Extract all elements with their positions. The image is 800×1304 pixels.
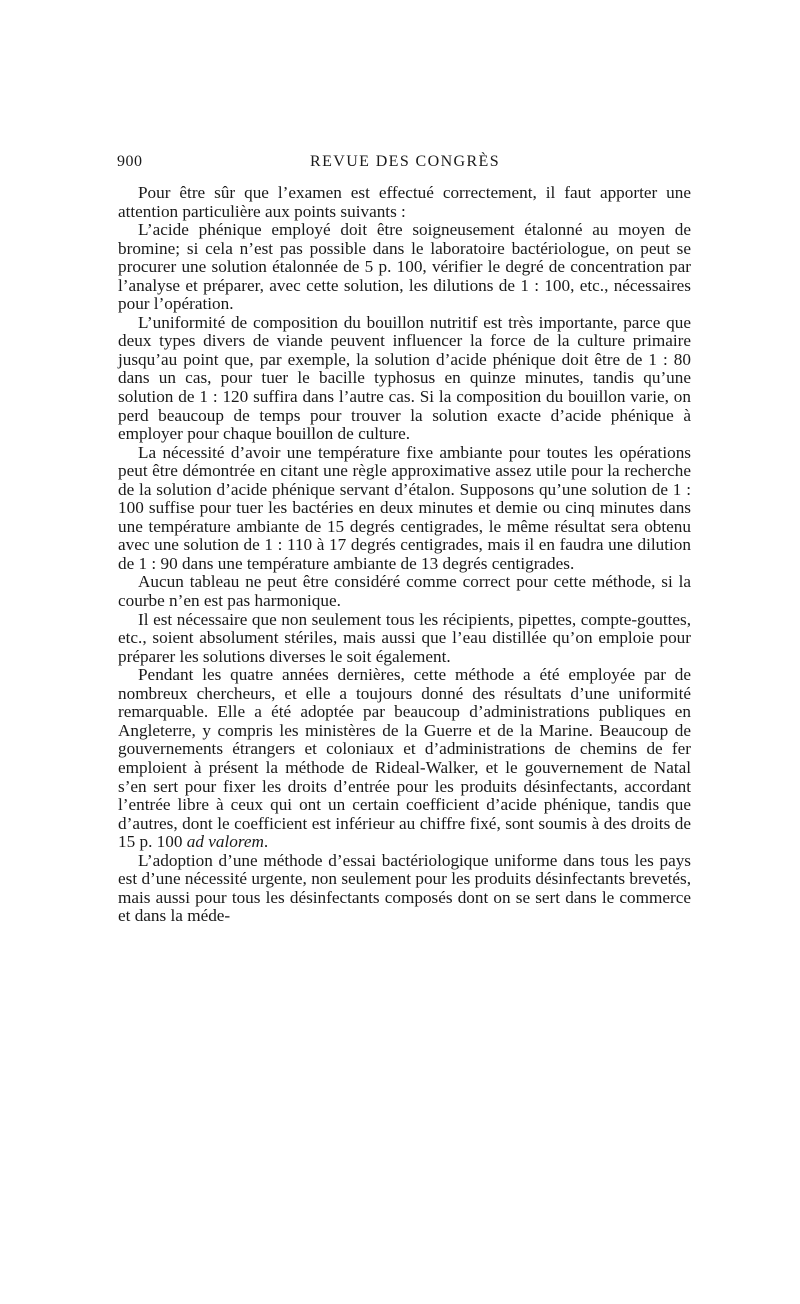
paragraph-3: L’uniformité de composition du bouillon nutritif est très importante, parce que deux types divers de viande peuvent influencer la force de la culture primaire jusqu’au point que, par exemple, la solution d’acide phénique doit être de 1 : 80 dans un cas, pour tuer le bacille typhosus en quinze minutes, tandis qu’une solution de 1 : 120 suffira dans l’autre cas. Si la composition du bouillon varie, on perd beaucoup de temps pour trouver la solution exacte d’acide phénique à employer pour chaque bouillon de culture. [118, 312, 691, 444]
paragraph-6: Il est nécessaire que non seulement tous les récipients, pipettes, compte-gouttes, etc., soient absolument stériles, mais aussi que l’eau distillée qu’on emploie pour préparer les solutions diverses le soit également. [118, 609, 691, 666]
paragraph-8: L’adoption d’une méthode d’essai bactériologique uniforme dans tous les pays est d’une nécessité urgente, non seulement pour les produits désinfectants brevetés, mais aussi pour tous les désinfectants composés dont on se sert dans le commerce et dans la méde- [118, 850, 691, 926]
page-number: 900 [117, 153, 143, 170]
paragraph-7 [118, 666, 691, 851]
latin-phrase: ad valorem [186, 832, 264, 852]
running-title: REVUE DES CONGRÈS [310, 153, 501, 170]
paragraph-4: La nécessité d’avoir une température fixe ambiante pour toutes les opérations peut être démontrée en citant une règle approximative assez utile pour la recherche de la solution d’acide phénique servant d’étalon. Supposons qu’une solution de 1 : 100 suffise pour tuer les bactéries en deux minutes et demie ou cinq minutes dans une température ambiante de 15 degrés centigrades, le même résultat sera obtenu avec une solution de 1 : 110 à 17 degrés centigrades, mais il en faudra une dilution de 1 : 90 dans une température ambiante de 13 degrés centigrades. [118, 442, 691, 573]
paragraph-2: L’acide phénique employé doit être soigneusement étalonné au moyen de bromine; si cela n’est pas possible dans le laboratoire bactériologue, on peut se procurer une solution étalonnée de 5 p. 100, vérifier le degré de concentration par l’analyse et préparer, avec cette solution, les dilutions de 1 : 100, etc., nécessaires pour l’opération. [118, 220, 691, 314]
paragraph-5: Aucun tableau ne peut être considéré comme correct pour cette méthode, si la courbe n’en est pas harmonique. [118, 572, 691, 611]
paragraph-1: Pour être sûr que l’examen est effectué correctement, il faut apporter une attention particulière aux points suivants : [118, 183, 691, 221]
body-text [118, 184, 691, 926]
paragraph-7-text: Pendant les quatre années dernières, cette méthode a été employée par de nombreux chercheurs, et elle a toujours donné des résultats d’une uniformité remarquable. Elle a été adoptée par beaucoup d’administrations publiques en Angleterre, y compris les ministères de la Guerre et de la Marine. Beaucoup de gouvernements étrangers et coloniaux et d’administrations de chemins de fer emploient à présent la méthode de Rideal-Walker, et le gouvernement de Natal s’en sert pour fixer les droits d’entrée pour les produits désinfectants, accordant l’entrée libre à ceux qui ont un certain coefficient d’acide phénique, tandis que d’autres, dont le coefficient est inférieur au chiffre fixé, sont soumis à des droits de 15 p. 100 [118, 665, 691, 852]
paragraph-7-end: . [263, 832, 269, 852]
